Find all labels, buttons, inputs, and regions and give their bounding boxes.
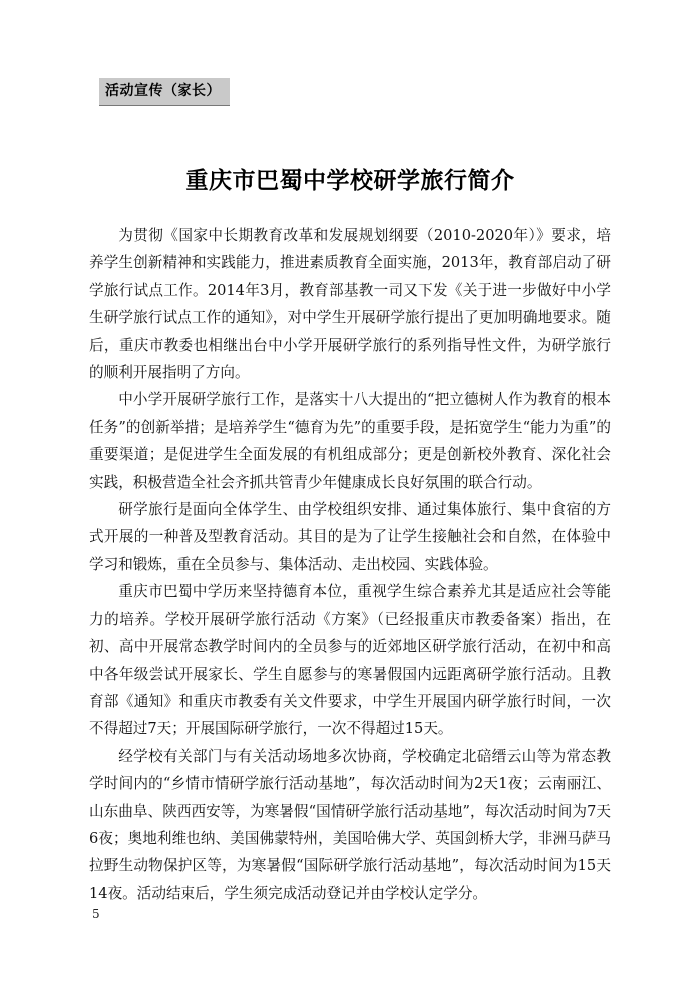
paragraph: 经学校有关部门与有关活动场地多次协商，学校确定北碚缙云山等为常态教学时间内的“乡情市情研学旅行活动基地”，每次活动时间为2天1夜；云南丽江、山东曲阜、陕西西安等，为寒暑假“国情研学旅行活动基地”，每次活动时间为7天6夜；奥地利维也纳、美国佛蒙特州，美国哈佛大学、英国剑桥大学，非洲马萨马拉野生动物保护区等，为寒暑假“国际研学旅行活动基地”，每次活动时间为15天14夜。活动结束后，学生须完成活动登记并由学校认定学分。	[89, 747, 611, 902]
page-number: 5	[92, 907, 100, 921]
paragraph: 中小学开展研学旅行工作，是落实十八大提出的“把立德树人作为教育的根本任务”的创新举措；是培养学生“德育为先”的重要手段，是拓宽学生“能力为重”的重要渠道；是促进学生全面发展的有机组成部分；更是创新校外教育、深化社会实践，积极营造全社会齐抓共管青少年健康成长良好氛围的联合行动。	[89, 391, 611, 491]
paragraph: 重庆市巴蜀中学历来坚持德育本位，重视学生综合素养尤其是适应社会等能力的培养。学校开展研学旅行活动《方案》（已经报重庆市教委备案）指出，在初、高中开展常态教学时间内的全员参与的近郊地区研学旅行活动，在初中和高中各年级尝试开展家长、学生自愿参与的寒暑假国内远距离研学旅行活动。且教育部《通知》和重庆市教委有关文件要求，中学生开展国内研学旅行时间，一次不得超过7天；开展国际研学旅行，一次不得超过15天。	[89, 583, 611, 738]
section-tag: 活动宣传（家长）	[99, 78, 230, 106]
document-body	[89, 222, 611, 907]
page-title: 重庆市巴蜀中学校研学旅行简介	[185, 167, 515, 195]
paragraph: 研学旅行是面向全体学生、由学校组织安排、通过集体旅行、集中食宿的方式开展的一种普及型教育活动。其目的是为了让学生接触社会和自然，在体验中学习和锻炼，重在全员参与、集体活动、走出校园、实践体验。	[89, 501, 611, 573]
paragraph: 为贯彻《国家中长期教育改革和发展规划纲要（2010-2020年）》要求，培养学生创新精神和实践能力，推进素质教育全面实施，2013年，教育部启动了研学旅行试点工作。2014年3月，教育部基教一司又下发《关于进一步做好中小学生研学旅行试点工作的通知》，对中学生开展研学旅行提出了更加明确地要求。随后，重庆市教委也相继出台中小学开展研学旅行的系列指导性文件，为研学旅行的顺利开展指明了方向。	[89, 227, 611, 382]
